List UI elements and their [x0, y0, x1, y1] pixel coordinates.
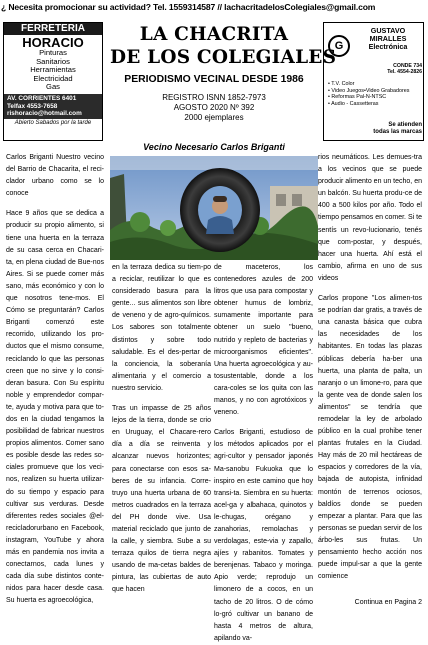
article-paragraph: Carlos propone "Los alimen-tos se podrían dar gratis, a través de una canasta básica que cubra las necesidades de los habitantes. En todas las plazas públicas debería ha-ber una huerta, una planta de palta, un naranjo o un limone-ro, para que la gente vea de donde salen los alimentos" se tendría que remodelar la ley de arbolado público en la cual prohibe tener plantas frutales en la Ciudad. Hay más de 20 mil hectáreas de espacios y corredores de la vía, bajada de autopista, infinidad montón de terrenos ociosos, baldíos donde se pueden empezar a plantar. Para que las personas se puedan servir de los árbo-les sus frutas. Un pensamiento hecho acción nos puede impul-sar a que la gente comience — [318, 295, 422, 581]
article-paragraph: Carlos Briganti, estudioso de los métodos aplicados por el agri-cultor y pensador japonés Ma-sanobu Fukuoka que lo inspiro en este camino que hoy transi-ta. Siembra en su huerta: acel-ga y albahaca, quinotos y le-chugas, orégano y zanahorias, remolachas y verdolagas, este-via y zapallo, ajíes y rabanitos. Tomates y berenjenas. Tabaco y moringa. Apio verde; reprodujo un limonero de a cocos, en un tacho de 20 litros. O de cómo lo-gró cultivar un banano de hasta 4 metros de altura, apilando va- — [214, 429, 313, 642]
ad-ferreteria-item: Gas — [46, 82, 60, 92]
ad-gustavo-street: CONDE 734 — [393, 63, 422, 69]
ad-ferreteria — [3, 22, 103, 141]
masthead-registro: REGISTRO ISNN 1852-7973 — [162, 93, 266, 102]
ad-gustavo-name-line: GUSTAVO — [370, 26, 406, 35]
ad-ferreteria-item: Sanitarios — [36, 56, 70, 66]
article-column-1 — [6, 152, 104, 607]
masthead — [110, 23, 337, 123]
ad-gustavo — [323, 22, 424, 141]
ad-gustavo-name-line: Electrónica — [368, 42, 408, 52]
ad-gustavo-footer-line: todas las marcas — [373, 129, 422, 136]
masthead-title-line2: DE LOS COLEGIALES — [110, 47, 337, 68]
gustavo-logo-icon: G — [328, 35, 350, 57]
article-column-2 — [112, 262, 211, 597]
photo-illustration — [110, 156, 318, 260]
ad-ferreteria-header: FERRETERIA — [4, 23, 102, 35]
ad-gustavo-footer-line: Se atienden — [388, 122, 422, 128]
article-photo — [110, 156, 318, 260]
article-column-4 — [318, 152, 422, 583]
ad-ferreteria-email: rishoracio@hotmail.com — [7, 110, 82, 118]
article-headline: Vecino Necesario Carlos Briganti — [143, 142, 285, 152]
ad-ferreteria-item: Pinturas — [39, 48, 67, 57]
article-paragraph: rios neumáticos. Les demues-tra a los vecinos que se puede producir alimento en un techo, en un balcón. Su huerta produ-ce de 400 a 500 kilos por año. Todo el tiempo pensamos en comer. Si te sentís un revo-lucionario, tenés que com-postar, y después, hacer una huerta. Ahí está el cambio, afirma en uno de sus videos — [318, 154, 422, 282]
article-paragraph: en la terraza dedica su tiem-po a reciclar, reutilizar lo que es considerado basura para la gente... sus alimentos son libre de veneno y de agro-químicos. Los sabores son totalmente distintos y sobre todo saludable. Es el des-pertar de la conciencia, la soberanía alimentaria y el comercio a nuestro servicio. — [112, 264, 211, 392]
masthead-title-line1: LA CHACRITA — [139, 24, 289, 45]
ad-gustavo-service: • T.V. Color — [328, 81, 355, 87]
masthead-subtitle: PERIODISMO VECINAL DESDE 1986 — [124, 74, 304, 85]
ad-ferreteria-items — [4, 49, 102, 92]
article-paragraph: Carlos Briganti Nuestro vecino del Barrio de Chacarita, el reci-clador urbano como se lo conoce — [6, 154, 104, 198]
article-paragraph: Hace 9 años que se dedica a producir su propio alimento, si tiene una huerta en la terraza de su casa cerca en Chacari-ta, en plena ciudad de Bue-nos Aires. Si se puede comer más sano, más económico y con lo que nosotros tene-mos. El Cómo se preguntarán? Carlos Briganti comenzó este recorrido, utilizando los pro-ductos que el mismo consume, reciclando lo que las personas creen que no sirve y lo consi-deran basura. Con Su espíritu noble y emprendedor compar-te, ayuda y motiva para que to-dos en la ciudad tengamos la posibilidad de fabricar nuestros propios alimentos. Comer sano es posible desde las redes so-ciales promueve que los veci-nos, realizen su huerta utilizar-do su tiempo y espacio para cultivar sus verduras. Desde diferentes redes sociales @el-recicladorurbano en Facebook, instagram, YouTube y ahora más en pandemia nos invita a conectarnos, cada lunes y cada día sube distintos conte-nidos para hacer desde casa. Su huerta es agroecológica, — [6, 210, 104, 605]
ad-gustavo-service: • Audio - Cassetteras — [328, 100, 379, 107]
ad-gustavo-service: • Reformas Pal-N-NTSC — [328, 94, 387, 101]
ad-gustavo-service: • Video Juegos•Video Grabadores — [328, 87, 410, 94]
ad-gustavo-footer — [354, 122, 422, 136]
top-banner: ¿ Necesita promocionar su actividad? Tel. 1559314587 // lachacritadelosColegiales@gmail.com — [1, 2, 376, 12]
masthead-info — [110, 93, 318, 123]
article-column-3 — [214, 262, 313, 645]
ad-ferreteria-contact — [4, 94, 102, 119]
ad-ferreteria-item: Electricidad — [33, 73, 73, 83]
ad-ferreteria-phone: Telfax 4553-7658 — [7, 102, 58, 110]
ad-gustavo-services — [328, 81, 423, 107]
article-paragraph: de maceteros, los contenedores azules de 200 litros que usa para compostar y obtener humus de lombriz, sumamente importante para obtener un suelo "bueno, nutrido y repleto de bacterias y microorganismos eficientes". Una huerta agroecológica y au-tosustentable, donde a los cara-coles se los quita con las manos, y no con agrotóxicos y veneno. — [214, 264, 313, 417]
masthead-edition: AGOSTO 2020 Nº 392 — [173, 103, 255, 112]
ad-gustavo-address — [354, 63, 422, 76]
ad-gustavo-name-line: MIRALLES — [369, 34, 407, 44]
ad-ferreteria-address: AV. CORRIENTES 6401 — [7, 94, 77, 102]
ad-gustavo-name — [354, 27, 422, 52]
ad-ferreteria-name: HORACIO — [22, 35, 84, 50]
continued-note: Continua en Pagina 2 — [354, 599, 422, 606]
ad-ferreteria-footer: Abierto Sabados por la tarde — [14, 119, 92, 126]
ad-ferreteria-item: Herramientas — [30, 65, 76, 75]
ad-gustavo-phone: Tel. 4554-2826 — [387, 69, 422, 76]
article-paragraph: Tras un impasse de 25 años lejos de la tierra, donde se crio en Uruguay, el Chacare-rero día a día se reinventa y alcanzar nuevos horizontes; para conectarse con esos sa-beres de su infancia. Corre-truyo una huerta urbana de 60 metros cuadrados en la terraza del PH donde vive. Usa material reciclado que junto de la calle, y siembra. Sube a su terraza quilos de tierra negra usando de ma-cetas baldes de pintura, las cubiertas de auto que hacen — [112, 405, 211, 594]
masthead-copies: 2000 ejemplares — [184, 113, 244, 122]
